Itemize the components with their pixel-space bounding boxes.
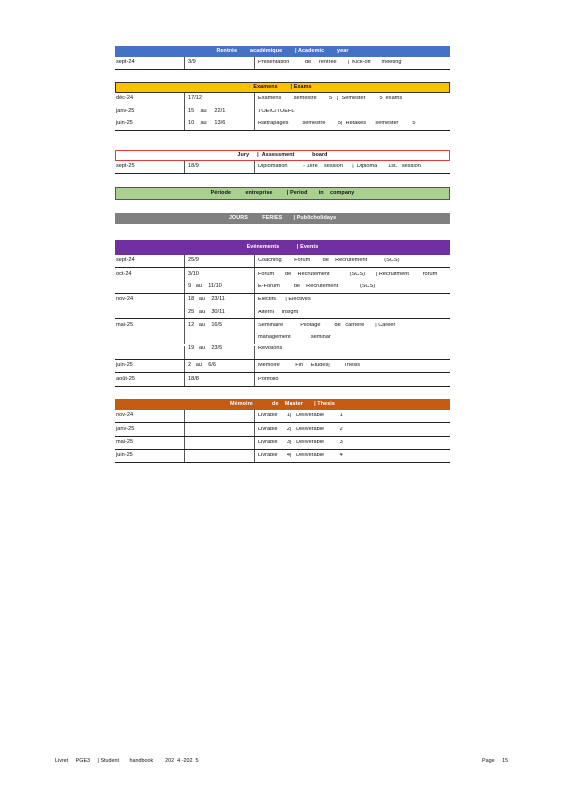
exams-header: Examens | Exams	[115, 82, 450, 93]
table-row	[115, 267, 450, 280]
table-row	[115, 281, 450, 293]
row-date: juin-25	[115, 360, 185, 372]
table-row	[115, 318, 450, 331]
events-section	[115, 240, 450, 387]
row-day: 17/12	[185, 93, 255, 105]
row-day	[185, 450, 255, 462]
row-date: juin-25	[115, 118, 185, 130]
table-row	[115, 93, 450, 105]
table-row	[115, 410, 450, 423]
table-row	[115, 306, 450, 318]
row-day: 10 au 13/6	[185, 118, 255, 130]
table-row	[115, 255, 450, 267]
row-day: 25/9	[185, 255, 255, 267]
row-event: Examens semestre 5 | Semester 5 exams	[258, 96, 403, 102]
table-row	[115, 437, 450, 450]
row-day: 2 au 6/6	[185, 360, 255, 372]
row-day: 3/10	[185, 268, 255, 280]
row-date: sept-25	[115, 161, 185, 173]
row-event: Livrable 2| Deliverable 2	[258, 426, 343, 432]
exams-section	[115, 82, 450, 131]
row-date	[115, 306, 185, 318]
row-day: 18/8	[185, 373, 255, 385]
thesis-section	[115, 399, 450, 463]
thesis-header: Mémoire de Master | Thesis	[115, 399, 450, 410]
row-event: Diplomation - 1ère session | Diploma 1st. session	[258, 164, 421, 170]
table-row	[115, 118, 450, 131]
row-event: Présentation de rentrée | Kick-off meeting	[258, 60, 402, 66]
row-day: 15 au 22/1	[185, 105, 255, 117]
row-day: 9 au 11/10	[185, 281, 255, 293]
row-date: oct-24	[115, 268, 185, 280]
row-event: Livrable 4| Deliverable 4	[258, 453, 343, 459]
company-header: Période entreprise | Period in company	[115, 187, 450, 200]
row-event: Coaching Forum de Recrutement (SCS)	[258, 258, 400, 264]
row-date: mai-25	[115, 319, 185, 331]
row-event: Rattrapages semestre 5| Retakes semester 5	[258, 120, 416, 126]
row-date: janv-25	[115, 423, 185, 435]
table-row	[115, 423, 450, 436]
row-event: Alterni Insight	[258, 309, 299, 315]
table-row	[115, 344, 450, 359]
row-date: sept-24	[115, 57, 185, 69]
row-day: 19 au 23/5	[185, 346, 255, 359]
row-date: sept-24	[115, 255, 185, 267]
row-date: juin-25	[115, 450, 185, 462]
row-event: Forum de Recrutement (SCS) | Recruitment forum	[258, 271, 438, 277]
row-event: Electifs | Electives	[258, 297, 311, 303]
company-section	[115, 187, 450, 200]
row-date: mai-25	[115, 437, 185, 449]
row-event: Séminaire Pilotage de carrière | Career	[258, 322, 396, 328]
row-date	[115, 332, 185, 344]
row-event: management seminar	[258, 335, 331, 341]
academic-year-section	[115, 46, 450, 70]
holidays-header: JOURS FERIES | Publicholidays	[115, 213, 450, 224]
table-row	[115, 359, 450, 372]
row-event: Portfolio	[258, 376, 279, 382]
jury-header: Jury | Assessment board	[115, 150, 450, 161]
row-day: 3/9	[185, 57, 255, 69]
row-day	[185, 410, 255, 422]
row-date: nov-24	[115, 410, 185, 422]
row-day: 12 au 16/5	[185, 319, 255, 331]
table-row	[115, 293, 450, 306]
table-row	[115, 332, 450, 344]
row-event: Révisions	[258, 346, 283, 352]
academic-year-header: Rentrée académique | Academic year	[115, 46, 450, 57]
row-day	[185, 332, 255, 344]
jury-section	[115, 150, 450, 174]
row-event: E-Forum de Recrutement (SCS)	[258, 283, 376, 289]
row-date	[115, 281, 185, 293]
table-row	[115, 105, 450, 117]
row-date: janv-25	[115, 105, 185, 117]
table-row	[115, 450, 450, 463]
table-row	[115, 372, 450, 386]
row-event: Mémoire Fin Etudes| Thesis	[258, 363, 361, 369]
row-day	[185, 437, 255, 449]
row-date	[115, 346, 185, 359]
row-event: Livrable 1| Deliverable 1	[258, 413, 343, 419]
events-header: Evénements | Events	[115, 240, 450, 255]
table-row	[115, 57, 450, 70]
row-day: 25 au 30/11	[185, 306, 255, 318]
row-day	[185, 423, 255, 435]
row-date: déc-24	[115, 93, 185, 105]
row-date: nov-24	[115, 294, 185, 306]
page-number: Page 15	[482, 758, 509, 764]
row-date: août-25	[115, 373, 185, 385]
row-event: TOEIC/TOEFL	[258, 108, 295, 114]
footer-handbook-label: Livret PGE3 | Student handbook 202 4 -202 5	[55, 758, 199, 764]
row-day: 18/9	[185, 161, 255, 173]
row-event: Livrable 3| Deliverable 3	[258, 439, 343, 445]
table-row	[115, 161, 450, 174]
holidays-section	[115, 213, 450, 224]
row-day: 18 au 23/11	[185, 294, 255, 306]
